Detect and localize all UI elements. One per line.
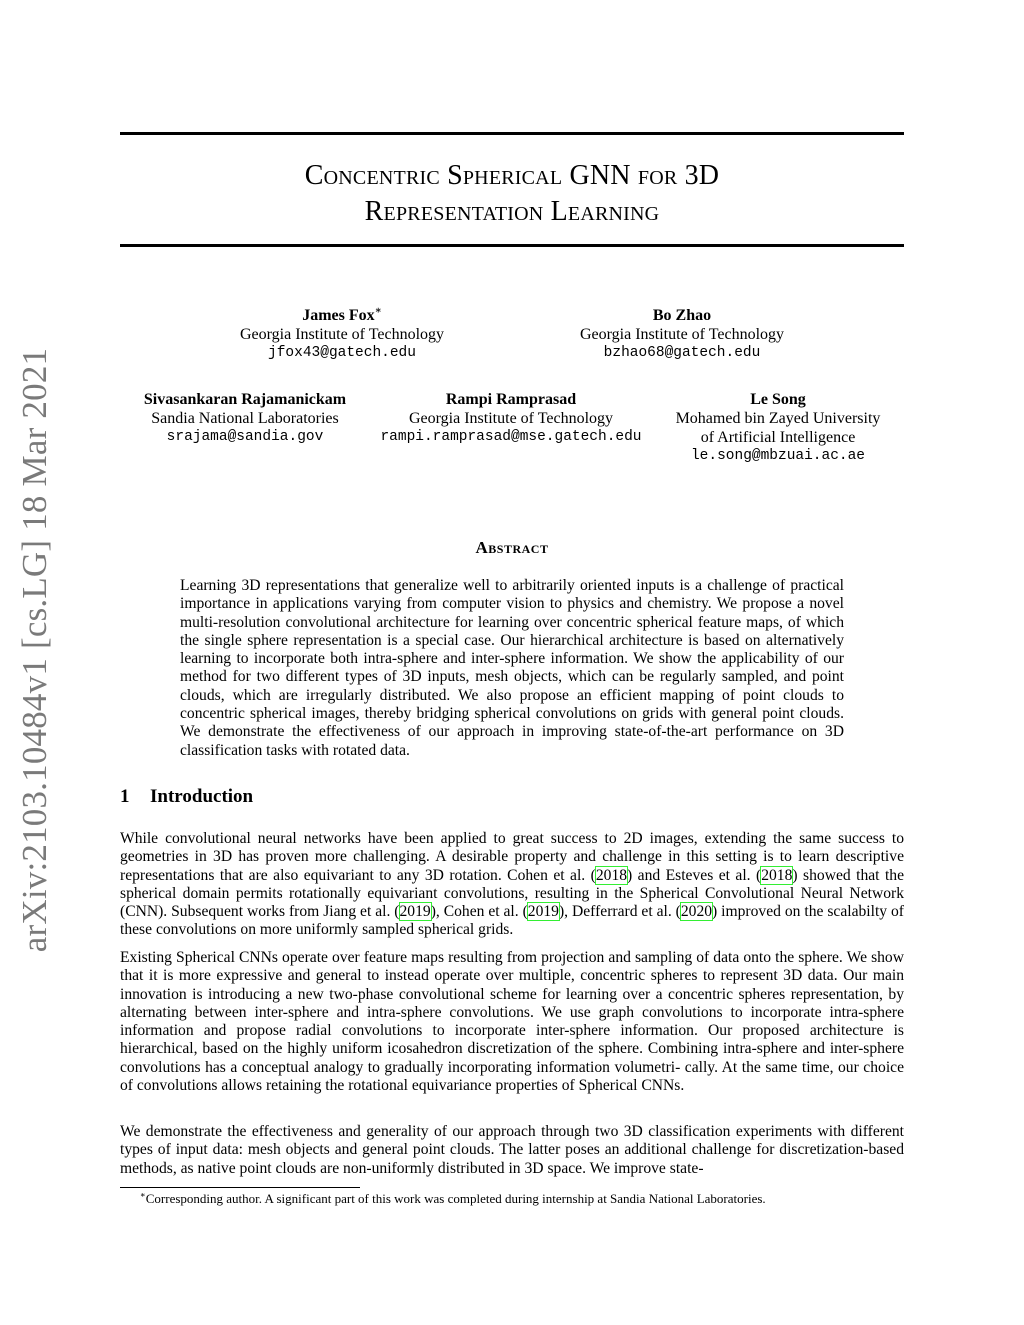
- author-affiliation: Georgia Institute of Technology: [579, 326, 785, 343]
- paper-title: [120, 158, 904, 230]
- citation-link[interactable]: 2018: [761, 866, 793, 884]
- citation-link[interactable]: 2018: [595, 866, 628, 884]
- author-email[interactable]: bzhao68@gatech.edu: [603, 345, 761, 361]
- citation-link[interactable]: 2020: [680, 903, 713, 921]
- citation-link[interactable]: 2019: [399, 903, 431, 921]
- section-title: Introduction: [150, 786, 254, 807]
- footnote-mark: ∗: [140, 1189, 146, 1200]
- footnote: [120, 1191, 904, 1207]
- paper-title-line-1: Concentric Spherical GNN for 3D: [304, 160, 720, 191]
- author-name: Rampi Ramprasad: [445, 391, 577, 408]
- author-block-rampi-ramprasad: [372, 390, 650, 447]
- author-affiliation: Georgia Institute of Technology: [239, 326, 445, 343]
- arxiv-identifier-text: arXiv:2103.10484v1 [cs.LG] 18 Mar 2021: [15, 347, 55, 953]
- intro-paragraph-1: While convolutional neural networks have been applied to great success to 2D images, extending the same success to geometries in 3D has proven more challenging. A desirable property and challenge in this setting is to learn descriptive representations that are also equivariant to any 3D rotation. Cohen et al. (2018) and Esteves et al. (2018) showed that the spherical domain permits rotationally equivariant convolutions, resulting in the Spherical Convolutional Neural Network (CNN). Subsequent works from Jiang et al. (2019), Cohen et al. (2019), Defferrard et al. (2020) improved on the scalabilty of these convolutions on more uniformly sampled spherical grids.: [120, 830, 904, 939]
- author-affiliation: Georgia Institute of Technology: [408, 410, 614, 427]
- author-email[interactable]: rampi.ramprasad@mse.gatech.edu: [380, 429, 642, 445]
- footnote-text: Corresponding author. A significant part of this work was completed during internship at Sandia National Laboratories.: [145, 1191, 766, 1206]
- author-affiliation: Sandia National Laboratories: [151, 410, 339, 427]
- section-heading-introduction: [120, 786, 253, 808]
- author-email[interactable]: srajama@sandia.gov: [166, 429, 324, 445]
- author-email[interactable]: jfox43@gatech.edu: [268, 345, 416, 361]
- footnote-rule: [120, 1187, 360, 1188]
- author-block-le-song: [660, 390, 896, 466]
- section-number: 1: [120, 786, 130, 807]
- intro-paragraph-2: Existing Spherical CNNs operate over feature maps resulting from projection and sampling of data onto the sphere. We show that it is more expressive and general to instead operate over multiple, concentric spheres to represent 3D data. Our main innovation is introducing a new two-phase convolutional scheme for learning over a concentric spheres representation, by alternating between inter-sphere and intra-sphere convolutions. We use graph convolutions to incorporate intra-sphere information and propose radial convolutions to incorporate inter-sphere information. Our proposed architecture is hierarchical, based on the highly uniform icosahedron discretization of the sphere. Combining intra-sphere and inter-sphere convolutions has a conceptual analogy to gradually incorporating information volumetri- cally. At the same time, our choice of convolutions allows retaining the rotational equivariance properties of Spherical CNNs.: [120, 949, 904, 1095]
- title-bottom-rule: [120, 244, 904, 247]
- paper-title-line-2: Representation Learning: [364, 196, 660, 227]
- arxiv-identifier-sidebar: [4, 347, 66, 953]
- abstract-heading: Abstract: [475, 538, 549, 557]
- intro-paragraph-3: We demonstrate the effectiveness and generality of our approach through two 3D classification experiments with different types of input data: mesh objects and general point clouds. The latter poses an additional challenge for discretization-based methods, as native point clouds are non-uniformly distributed in 3D space. We improve state-: [120, 1123, 904, 1177]
- author-name: Le Song: [750, 391, 806, 408]
- author-email[interactable]: le.song@mbzuai.ac.ae: [690, 448, 866, 464]
- abstract-text: Learning 3D representations that generalize well to arbitrarily oriented inputs is a challenge of practical importance in applications varying from computer vision to physics and chemistry. We propose a novel multi-resolution convolutional architecture for learning over concentric spherical feature maps, of which the single sphere representation is a special case. Our hierarchical architecture is based on alternatively learning to incorporate both intra-sphere and inter-sphere information. We show the applicability of our method for two different types of 3D inputs, mesh objects, which can be regularly sampled, and point clouds, which are irregularly distributed. We also propose an efficient mapping of point clouds to concentric spherical images, thereby bridging spherical convolutions on grids with general point clouds. We demonstrate the effectiveness of our approach in improving state-of-the-art performance on 3D classification tasks with rotated data.: [180, 577, 844, 759]
- author-affiliation: Mohamed bin Zayed University: [675, 410, 881, 427]
- title-top-rule: [120, 132, 904, 135]
- author-block-sivasankaran-rajamanickam: [130, 390, 360, 447]
- author-name: Sivasankaran Rajamanickam: [143, 391, 347, 408]
- footnote-marker[interactable]: ∗: [374, 305, 382, 317]
- author-block-james-fox: [222, 306, 462, 363]
- author-block-bo-zhao: [562, 306, 802, 363]
- author-affiliation-line-2: of Artificial Intelligence: [700, 429, 856, 446]
- author-name: James Fox: [302, 307, 375, 324]
- author-name: Bo Zhao: [652, 307, 712, 324]
- citation-link[interactable]: 2019: [527, 903, 559, 921]
